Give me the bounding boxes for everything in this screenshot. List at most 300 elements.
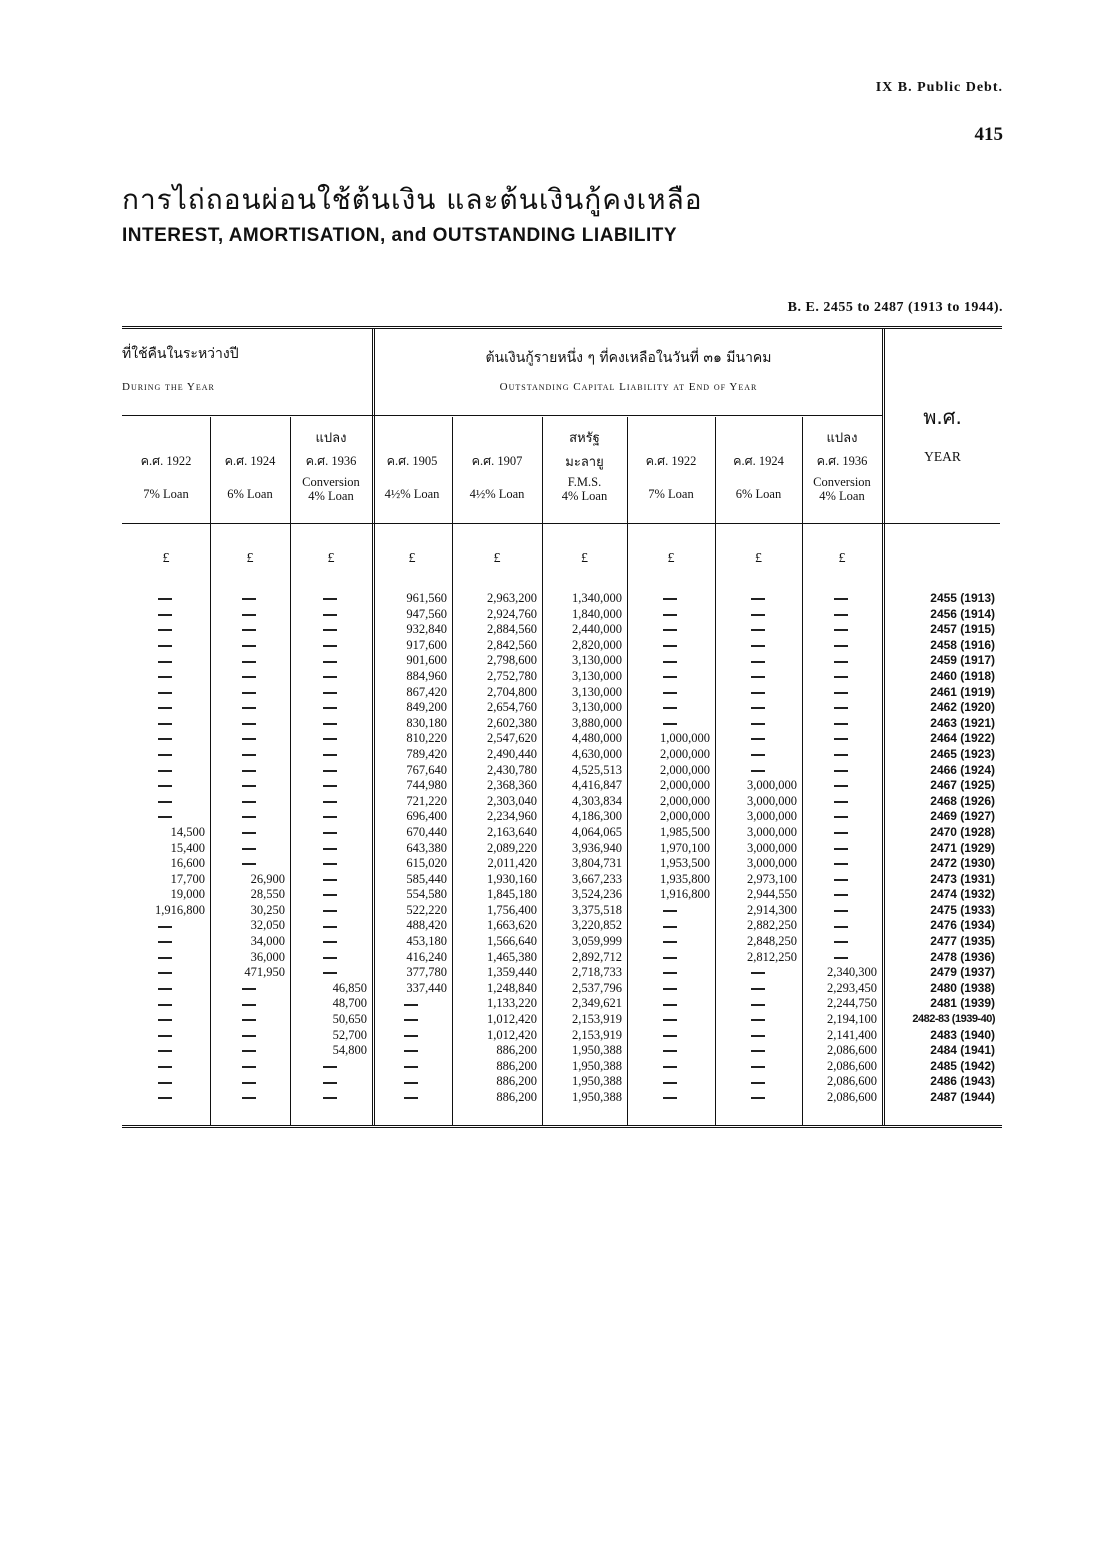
- table-cell: 14,500: [170, 824, 205, 839]
- dash-mark: [242, 692, 256, 694]
- table-cell: [805, 934, 877, 950]
- table-cell: 2,944,550: [747, 887, 797, 902]
- table-cell: 16,600: [170, 856, 205, 871]
- table-cell: [125, 950, 205, 966]
- year-cell: 2464 (1922): [930, 731, 995, 746]
- table-cell: [213, 794, 285, 810]
- data-column: [293, 591, 367, 1106]
- table-cell: 2,163,640: [487, 824, 537, 839]
- table-cell: [805, 591, 877, 607]
- dash-mark: [158, 816, 172, 818]
- table-cell: [125, 778, 205, 794]
- table-cell: [805, 809, 877, 825]
- table-cell: 2,089,220: [487, 840, 537, 855]
- table-cell: [630, 1074, 710, 1090]
- table-cell: [125, 731, 205, 747]
- table-cell: 1,950,388: [572, 1074, 622, 1089]
- table-cell: 2,842,560: [487, 637, 537, 652]
- table-cell: [213, 1090, 285, 1106]
- year-cell: 2467 (1925): [930, 778, 995, 793]
- table-cell: 1,248,840: [487, 980, 537, 995]
- table-cell: 26,900: [250, 871, 285, 886]
- table-cell: 4,630,000: [572, 746, 622, 761]
- dash-mark: [663, 988, 677, 990]
- table-cell: 15,400: [170, 840, 205, 855]
- dash-mark: [323, 661, 337, 663]
- dash-mark: [158, 661, 172, 663]
- table-cell: 46,850: [332, 980, 367, 995]
- table-cell: 3,000,000: [747, 809, 797, 824]
- table-cell: 2,000,000: [660, 793, 710, 808]
- table-cell: 2,086,600: [827, 1058, 877, 1073]
- table-cell: 1,950,388: [572, 1058, 622, 1073]
- dash-mark: [663, 1050, 677, 1052]
- table-cell: 2,812,250: [747, 949, 797, 964]
- table-cell: 3,000,000: [747, 840, 797, 855]
- table-cell: 2,602,380: [487, 715, 537, 730]
- table-cell: [293, 685, 367, 701]
- table-cell: [805, 747, 877, 763]
- year-header-en: YEAR: [924, 449, 961, 464]
- data-column: [455, 591, 537, 1106]
- table-cell: [293, 763, 367, 779]
- dash-mark: [323, 676, 337, 678]
- dash-mark: [158, 957, 172, 959]
- table-cell: [718, 1028, 797, 1044]
- dash-mark: [663, 1035, 677, 1037]
- data-column: [545, 591, 622, 1106]
- data-column: [718, 591, 797, 1106]
- table-cell: 337,440: [406, 980, 447, 995]
- year-cell: 2484 (1941): [930, 1043, 995, 1058]
- unit-label: £: [667, 551, 675, 566]
- table-cell: 471,950: [244, 965, 285, 980]
- table-cell: [630, 607, 710, 623]
- unit-label: £: [246, 551, 254, 566]
- year-cell: 2458 (1916): [930, 637, 995, 652]
- table-cell: [805, 794, 877, 810]
- column-header-date: ค.ศ. 1907: [471, 454, 523, 468]
- dash-mark: [242, 770, 256, 772]
- unit-label: £: [162, 551, 170, 566]
- dash-mark: [834, 723, 848, 725]
- table-cell: 789,420: [406, 746, 447, 761]
- dash-mark: [158, 629, 172, 631]
- dash-mark: [751, 661, 765, 663]
- table-cell: [213, 685, 285, 701]
- table-cell: 2,303,040: [487, 793, 537, 808]
- dash-mark: [158, 801, 172, 803]
- dash-mark: [242, 1019, 256, 1021]
- table-cell: [805, 607, 877, 623]
- year-cell: 2463 (1921): [930, 715, 995, 730]
- table-cell: [630, 669, 710, 685]
- table-cell: 4,480,000: [572, 731, 622, 746]
- table-cell: [293, 903, 367, 919]
- table-cell: [293, 918, 367, 934]
- table-cell: 3,130,000: [572, 668, 622, 683]
- table-cell: 4,416,847: [572, 778, 622, 793]
- table-cell: 4,525,513: [572, 762, 622, 777]
- table-cell: [213, 1012, 285, 1028]
- table-cell: 643,380: [406, 840, 447, 855]
- table-cell: 2,011,420: [487, 856, 537, 871]
- table-cell: [125, 996, 205, 1012]
- table-cell: [293, 747, 367, 763]
- dash-mark: [323, 1066, 337, 1068]
- dash-mark: [242, 723, 256, 725]
- dash-mark: [663, 1082, 677, 1084]
- dash-mark: [404, 1019, 418, 1021]
- dash-mark: [323, 770, 337, 772]
- unit-label: £: [581, 551, 588, 566]
- table-cell: 3,000,000: [747, 793, 797, 808]
- dash-mark: [834, 770, 848, 772]
- dash-mark: [323, 972, 337, 974]
- table-cell: [293, 809, 367, 825]
- table-cell: [805, 950, 877, 966]
- table-cell: 2,704,800: [487, 684, 537, 699]
- year-header-thai: พ.ศ.: [923, 405, 962, 429]
- table-cell: [805, 856, 877, 872]
- table-cell: [630, 934, 710, 950]
- dash-mark: [751, 972, 765, 974]
- year-cell: 2477 (1935): [930, 934, 995, 949]
- table-cell: 30,250: [250, 902, 285, 917]
- period-label: B. E. 2455 to 2487 (1913 to 1944).: [787, 300, 1003, 315]
- table-cell: [293, 638, 367, 654]
- year-cell: 2474 (1932): [930, 887, 995, 902]
- table-cell: [805, 700, 877, 716]
- year-cell: 2462 (1920): [930, 700, 995, 715]
- dash-mark: [158, 723, 172, 725]
- column-header-loan: F.M.S. 4% Loan: [561, 475, 608, 503]
- table-cell: [293, 653, 367, 669]
- table-cell: 2,892,712: [572, 949, 622, 964]
- dash-mark: [834, 941, 848, 943]
- table-cell: 721,220: [406, 793, 447, 808]
- title-thai: การไถ่ถอนผ่อนใช้ต้นเงิน และต้นเงินกู้คงเหลือ: [122, 183, 703, 216]
- year-cell: 2487 (1944): [930, 1090, 995, 1104]
- table-cell: 416,240: [406, 949, 447, 964]
- dash-mark: [834, 863, 848, 865]
- dash-mark: [834, 738, 848, 740]
- table-cell: [125, 700, 205, 716]
- unit-label: £: [408, 551, 416, 566]
- table-cell: 2,368,360: [487, 778, 537, 793]
- table-cell: 554,580: [406, 887, 447, 902]
- dash-mark: [323, 598, 337, 600]
- dash-mark: [323, 832, 337, 834]
- table-cell: 377,780: [406, 965, 447, 980]
- table-cell: [125, 747, 205, 763]
- table-cell: 1,840,000: [572, 606, 622, 621]
- dash-mark: [158, 1082, 172, 1084]
- table-cell: 886,200: [496, 1043, 537, 1058]
- year-cell: 2470 (1928): [930, 824, 995, 839]
- dash-mark: [323, 801, 337, 803]
- dash-mark: [404, 1082, 418, 1084]
- year-cell: 2471 (1929): [930, 840, 995, 855]
- dash-mark: [751, 629, 765, 631]
- table-cell: [213, 591, 285, 607]
- dash-mark: [663, 629, 677, 631]
- dash-mark: [158, 1050, 172, 1052]
- dash-mark: [663, 598, 677, 600]
- table-cell: 670,440: [406, 824, 447, 839]
- unit-label: £: [838, 551, 846, 566]
- dash-mark: [323, 754, 337, 756]
- table-cell: [805, 622, 877, 638]
- dash-mark: [751, 1050, 765, 1052]
- unit-label: £: [755, 551, 762, 566]
- column-header-date: ค.ศ. 1905: [386, 454, 438, 468]
- table-cell: 3,375,518: [572, 902, 622, 917]
- dash-mark: [242, 1035, 256, 1037]
- table-cell: [125, 934, 205, 950]
- dash-mark: [158, 1004, 172, 1006]
- table-cell: [293, 778, 367, 794]
- year-column: [885, 591, 995, 1106]
- dash-mark: [751, 988, 765, 990]
- dash-mark: [663, 910, 677, 912]
- table-cell: [805, 778, 877, 794]
- table-cell: 884,960: [406, 668, 447, 683]
- table-cell: [293, 794, 367, 810]
- dash-mark: [158, 988, 172, 990]
- table-cell: 744,980: [406, 778, 447, 793]
- dash-mark: [242, 629, 256, 631]
- dash-mark: [663, 661, 677, 663]
- table-cell: 52,700: [332, 1027, 367, 1042]
- dash-mark: [751, 1004, 765, 1006]
- page-number: 415: [974, 124, 1003, 145]
- table-cell: [293, 700, 367, 716]
- table-cell: 2,973,100: [747, 871, 797, 886]
- table-cell: [630, 1059, 710, 1075]
- table-cell: 810,220: [406, 731, 447, 746]
- table-cell: [805, 653, 877, 669]
- table-cell: [213, 716, 285, 732]
- dash-mark: [834, 598, 848, 600]
- table-cell: [630, 965, 710, 981]
- table-cell: 2,000,000: [660, 778, 710, 793]
- dash-mark: [323, 863, 337, 865]
- year-cell: 2486 (1943): [930, 1074, 995, 1089]
- table-cell: [125, 1028, 205, 1044]
- table-cell: 1,950,388: [572, 1043, 622, 1058]
- dash-mark: [158, 645, 172, 647]
- table-cell: 3,804,731: [572, 856, 622, 871]
- dash-mark: [158, 707, 172, 709]
- table-cell: [630, 950, 710, 966]
- data-column: [125, 591, 205, 1106]
- dash-mark: [751, 1019, 765, 1021]
- dash-mark: [158, 785, 172, 787]
- table-cell: [125, 794, 205, 810]
- table-cell: 1,916,800: [660, 887, 710, 902]
- dash-mark: [663, 926, 677, 928]
- group-during-thai: ที่ใช้คืนในระหว่างปี: [122, 346, 239, 362]
- table-cell: 2,914,300: [747, 902, 797, 917]
- table-cell: 830,180: [406, 715, 447, 730]
- year-cell: 2460 (1918): [930, 668, 995, 683]
- table-cell: [630, 1028, 710, 1044]
- column-header-loan: 7% Loan: [648, 487, 694, 501]
- table-cell: 1,845,180: [487, 887, 537, 902]
- table-cell: [125, 591, 205, 607]
- dash-mark: [158, 598, 172, 600]
- dash-mark: [834, 879, 848, 881]
- table-cell: [375, 1090, 447, 1106]
- dash-mark: [158, 1019, 172, 1021]
- year-cell: 2473 (1931): [930, 871, 995, 886]
- dash-mark: [242, 785, 256, 787]
- data-column: [375, 591, 447, 1106]
- table-cell: [213, 809, 285, 825]
- table-cell: [718, 1043, 797, 1059]
- table-cell: 2,718,733: [572, 965, 622, 980]
- table-cell: 1,012,420: [487, 1027, 537, 1042]
- table-cell: [125, 1074, 205, 1090]
- dash-mark: [323, 707, 337, 709]
- table-cell: [213, 638, 285, 654]
- table-cell: [125, 763, 205, 779]
- table-cell: [293, 716, 367, 732]
- table-cell: 2,293,450: [827, 980, 877, 995]
- table-cell: [630, 700, 710, 716]
- column-header-loan: 4½% Loan: [469, 487, 525, 501]
- table-cell: [125, 965, 205, 981]
- column-header-loan: 4½% Loan: [384, 487, 440, 501]
- year-cell: 2482-83 (1939-40): [912, 1013, 995, 1026]
- dash-mark: [323, 645, 337, 647]
- table-cell: 2,848,250: [747, 934, 797, 949]
- table-cell: [293, 1090, 367, 1106]
- table-cell: [718, 653, 797, 669]
- table-cell: 2,000,000: [660, 762, 710, 777]
- table-cell: 585,440: [406, 871, 447, 886]
- dash-mark: [751, 1082, 765, 1084]
- year-cell: 2468 (1926): [930, 793, 995, 808]
- table-cell: [805, 685, 877, 701]
- table-cell: 2,141,400: [827, 1027, 877, 1042]
- dash-mark: [158, 972, 172, 974]
- dash-mark: [323, 692, 337, 694]
- table-cell: 522,220: [406, 902, 447, 917]
- table-cell: [125, 981, 205, 997]
- table-cell: 961,560: [406, 591, 447, 605]
- table-cell: [718, 716, 797, 732]
- table-cell: 2,000,000: [660, 746, 710, 761]
- year-cell: 2483 (1940): [930, 1027, 995, 1042]
- table-cell: [213, 607, 285, 623]
- table-cell: [375, 1074, 447, 1090]
- dash-mark: [242, 707, 256, 709]
- dash-mark: [751, 645, 765, 647]
- dash-mark: [242, 645, 256, 647]
- dash-mark: [834, 661, 848, 663]
- table-cell: 488,420: [406, 918, 447, 933]
- table-cell: 2,153,919: [572, 1012, 622, 1027]
- table-cell: 2,547,620: [487, 731, 537, 746]
- table-cell: 3,524,236: [572, 887, 622, 902]
- dash-mark: [834, 957, 848, 959]
- dash-mark: [242, 1082, 256, 1084]
- dash-mark: [242, 863, 256, 865]
- dash-mark: [834, 816, 848, 818]
- table-cell: [718, 700, 797, 716]
- table-cell: [125, 1043, 205, 1059]
- table-cell: [718, 1090, 797, 1106]
- dash-mark: [834, 785, 848, 787]
- group-during-en: During the Year: [122, 381, 215, 393]
- year-cell: 2478 (1936): [930, 949, 995, 964]
- table-cell: 2,086,600: [827, 1043, 877, 1058]
- dash-mark: [158, 676, 172, 678]
- table-cell: 2,086,600: [827, 1090, 877, 1104]
- table-cell: 2,153,919: [572, 1027, 622, 1042]
- dash-mark: [663, 1066, 677, 1068]
- table-cell: [293, 887, 367, 903]
- table-cell: 767,640: [406, 762, 447, 777]
- table-cell: [125, 685, 205, 701]
- column-header-loan: Conversion 4% Loan: [302, 475, 360, 503]
- dash-mark: [242, 1050, 256, 1052]
- table-cell: 2,963,200: [487, 591, 537, 605]
- dash-mark: [404, 1066, 418, 1068]
- year-cell: 2466 (1924): [930, 762, 995, 777]
- table-cell: [630, 996, 710, 1012]
- table-cell: 886,200: [496, 1090, 537, 1104]
- table-cell: 947,560: [406, 606, 447, 621]
- table-cell: [293, 841, 367, 857]
- dash-mark: [242, 816, 256, 818]
- table-cell: [718, 669, 797, 685]
- rule: [122, 523, 1000, 524]
- table-cell: 28,550: [250, 887, 285, 902]
- dash-mark: [323, 957, 337, 959]
- table-cell: 3,000,000: [747, 778, 797, 793]
- table-cell: 3,667,233: [572, 871, 622, 886]
- table-cell: [213, 841, 285, 857]
- table-cell: 1,953,500: [660, 856, 710, 871]
- table-cell: [213, 763, 285, 779]
- table-cell: [805, 731, 877, 747]
- table-cell: 50,650: [332, 1012, 367, 1027]
- dash-mark: [323, 816, 337, 818]
- dash-mark: [242, 754, 256, 756]
- dash-mark: [242, 1004, 256, 1006]
- column-header-date: ค.ศ. 1922: [645, 454, 697, 468]
- table-cell: 2,430,780: [487, 762, 537, 777]
- table-cell: [293, 950, 367, 966]
- table-cell: 19,000: [170, 887, 205, 902]
- table-cell: [718, 981, 797, 997]
- table-cell: [718, 763, 797, 779]
- table-cell: 453,180: [406, 934, 447, 949]
- dash-mark: [242, 848, 256, 850]
- table-cell: 3,220,852: [572, 918, 622, 933]
- year-cell: 2456 (1914): [930, 606, 995, 621]
- dash-mark: [834, 707, 848, 709]
- table-cell: 3,130,000: [572, 700, 622, 715]
- table-cell: 1,465,380: [487, 949, 537, 964]
- table-cell: [630, 903, 710, 919]
- rule: [122, 415, 882, 416]
- table-cell: [213, 1074, 285, 1090]
- column-header-loan: 6% Loan: [227, 487, 273, 501]
